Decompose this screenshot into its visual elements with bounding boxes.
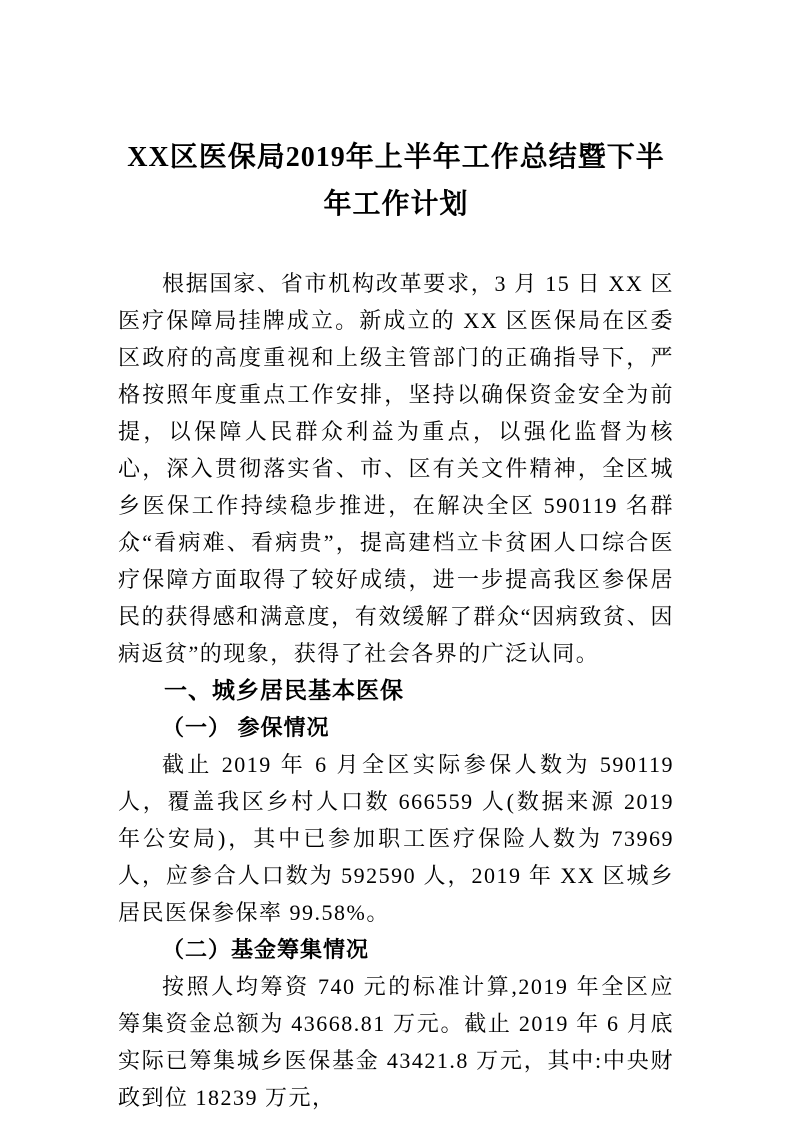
subsection-2-paragraph: 按照人均筹资 740 元的标准计算,2019 年全区应筹集资金总额为 43668.81 万元。截止 2019 年 6 月底实际已筹集城乡医保基金 43421.8 万元，其中:中央财政到位 18239 万元， (118, 974, 674, 1110)
subsection-2-heading: （二）基金筹集情况 (162, 937, 370, 962)
document-title: XX区医保局2019年上半年工作总结暨下半年工作计划 (127, 142, 665, 220)
subsection-1-paragraph: 截止 2019 年 6 月全区实际参保人数为 590119 人，覆盖我区乡村人口数 666559 人(数据来源 2019 年公安局)，其中已参加职工医疗保险人数为 73969 人，应参合人口数为 592590 人，2019 年 XX 区城乡居民医保参保率 99.58%。 (118, 752, 674, 925)
intro-paragraph: 根据国家、省市机构改革要求，3 月 15 日 XX 区医疗保障局挂牌成立。新成立的 XX 区医保局在区委区政府的高度重视和上级主管部门的正确指导下，严格按照年度重点工作安排，坚持以确保资金安全为前提，以保障人民群众利益为重点，以强化监督为核心，深入贯彻落实省、市、区有关文件精神，全区城乡医保工作持续稳步推进，在解决全区 590119 名群众“看病难、看病贵”，提高建档立卡贫困人口综合医疗保障方面取得了较好成绩，进一步提高我区参保居民的获得感和满意度，有效缓解了群众“因病致贫、因病返贫”的现象，获得了社会各界的广泛认同。 (118, 271, 674, 666)
section-1-heading: 一、城乡居民基本医保 (164, 677, 404, 703)
subsection-1-heading: （一） 参保情况 (162, 715, 330, 740)
